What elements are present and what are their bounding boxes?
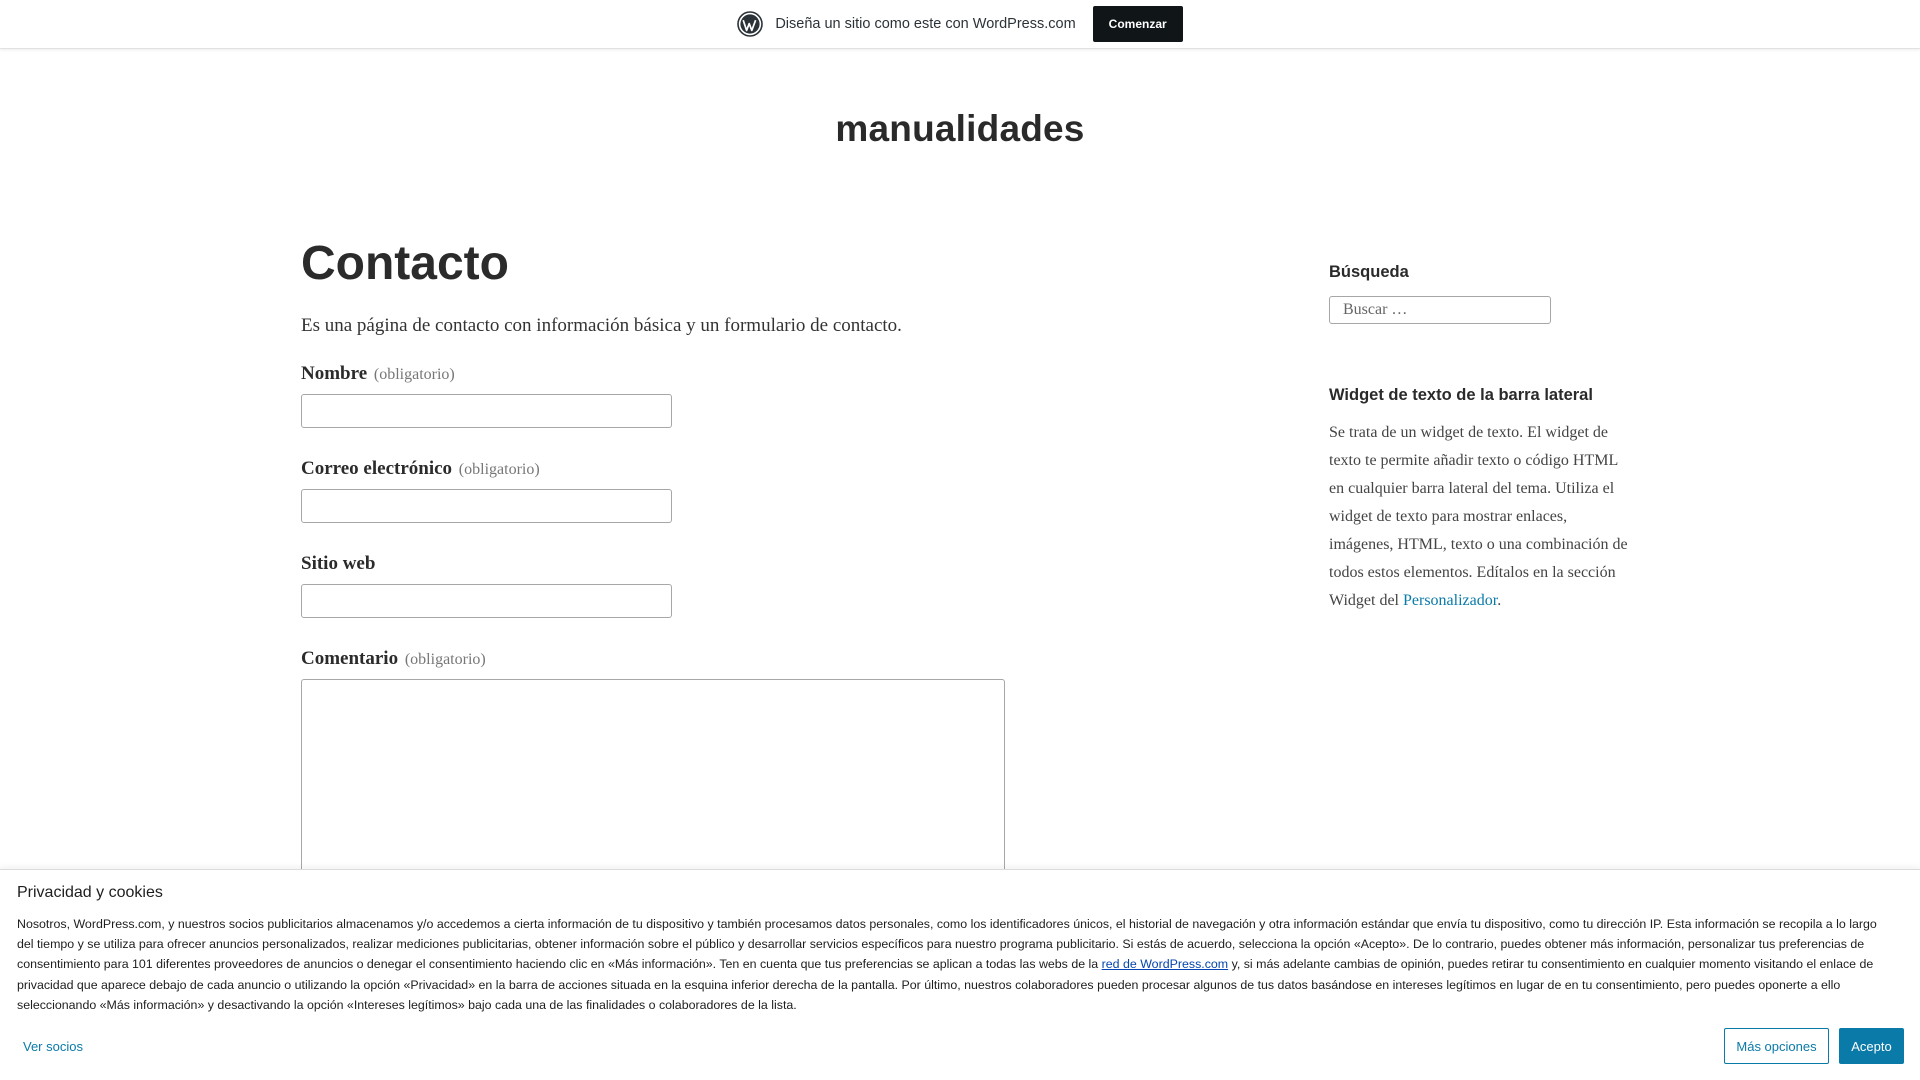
cookie-title: Privacidad y cookies: [17, 884, 163, 901]
name-label: Nombre (obligatorio): [301, 363, 455, 384]
accept-button[interactable]: Acepto: [1839, 1028, 1904, 1064]
page-title: Contacto: [301, 237, 509, 290]
name-required-note: (obligatorio): [373, 366, 455, 383]
email-field-group: [301, 458, 1021, 523]
sidebar: [1329, 263, 1629, 615]
cookie-consent-banner: [0, 869, 1920, 1080]
comment-label: Comentario (obligatorio): [301, 648, 486, 669]
email-label: Correo electrónico (obligatorio): [301, 458, 540, 479]
text-widget-title: Widget de texto de la barra lateral: [1329, 386, 1593, 404]
email-input[interactable]: [301, 489, 672, 523]
email-required-note: (obligatorio): [458, 461, 540, 478]
page-intro: Es una página de contacto con información básica y un formulario de contacto.: [301, 315, 902, 336]
name-input[interactable]: [301, 394, 672, 428]
website-input[interactable]: [301, 584, 672, 618]
website-label: Sitio web: [301, 553, 376, 574]
more-options-button[interactable]: Más opciones: [1724, 1028, 1829, 1064]
wordpress-banner: [0, 0, 1920, 49]
search-input[interactable]: [1329, 296, 1551, 324]
site-title[interactable]: manualidades: [835, 108, 1085, 149]
wordpress-logo-icon[interactable]: [737, 11, 763, 37]
banner-text: Diseña un sitio como este con WordPress.com: [775, 16, 1076, 32]
main-content: [301, 236, 1021, 944]
text-widget-body: Se trata de un widget de texto. El widget de texto te permite añadir texto o código HTML en cualquier barra lateral del tema. Utiliza el widget de texto para mostrar enlaces, imágenes, HTML, texto o una combinación de todos estos elementos. Edítalos en la sección Widget del Personalizador.: [1329, 424, 1628, 609]
view-partners-link[interactable]: Ver socios: [23, 1039, 83, 1054]
name-field-group: [301, 363, 1021, 428]
customizer-link[interactable]: Personalizador: [1403, 592, 1498, 609]
comment-required-note: (obligatorio): [404, 651, 486, 668]
wordpress-network-link[interactable]: red de WordPress.com: [1101, 957, 1229, 972]
cookie-text: Nosotros, WordPress.com, y nuestros socios publicitarios almacenamos y/o accedemos a cierta información de tu dispositivo y también procesamos datos personales, como los identificadores únicos, el historial de navegación y otra información estándar que envía tu dispositivo, como tu dirección IP. Esta información se recopila a lo largo del tiempo y se utiliza para ofrecer anuncios personalizados, realizar mediciones publicitarias, obtener información sobre el público y desarrollar servicios específicos para nuestro programa publicitario. Si estás de acuerdo, selecciona la opción «Acepto». De lo contrario, puedes obtener más información, personalizar tus preferencias de consentimiento para 101 diferentes proveedores de anuncios o denegar el consentimiento haciendo clic en «Más información». Ten en cuenta que tus preferencias se aplican a todas las webs de la red de WordPress.com y, si más adelante cambias de opinión, puedes retirar tu consentimiento en cualquier momento visitando el enlace de privacidad que aparece debajo de cada anuncio o utilizando la opción «Privacidad» en la barra de acciones situada en la esquina inferior derecha de la pantalla. Por último, nuestros colaboradores pueden procesar algunos de tus datos basándose en intereses legítimos en lugar de en tu consentimiento, pero puedes oponerte a ello seleccionando «Más información» y desactivando la opción «Intereses legítimos» bajo cada una de las finalidades o colaboradores de la lista.: [17, 917, 1877, 1012]
start-button[interactable]: Comenzar: [1093, 6, 1183, 42]
text-widget: [1329, 386, 1629, 615]
website-field-group: [301, 553, 1021, 618]
search-widget-title: Búsqueda: [1329, 263, 1409, 281]
